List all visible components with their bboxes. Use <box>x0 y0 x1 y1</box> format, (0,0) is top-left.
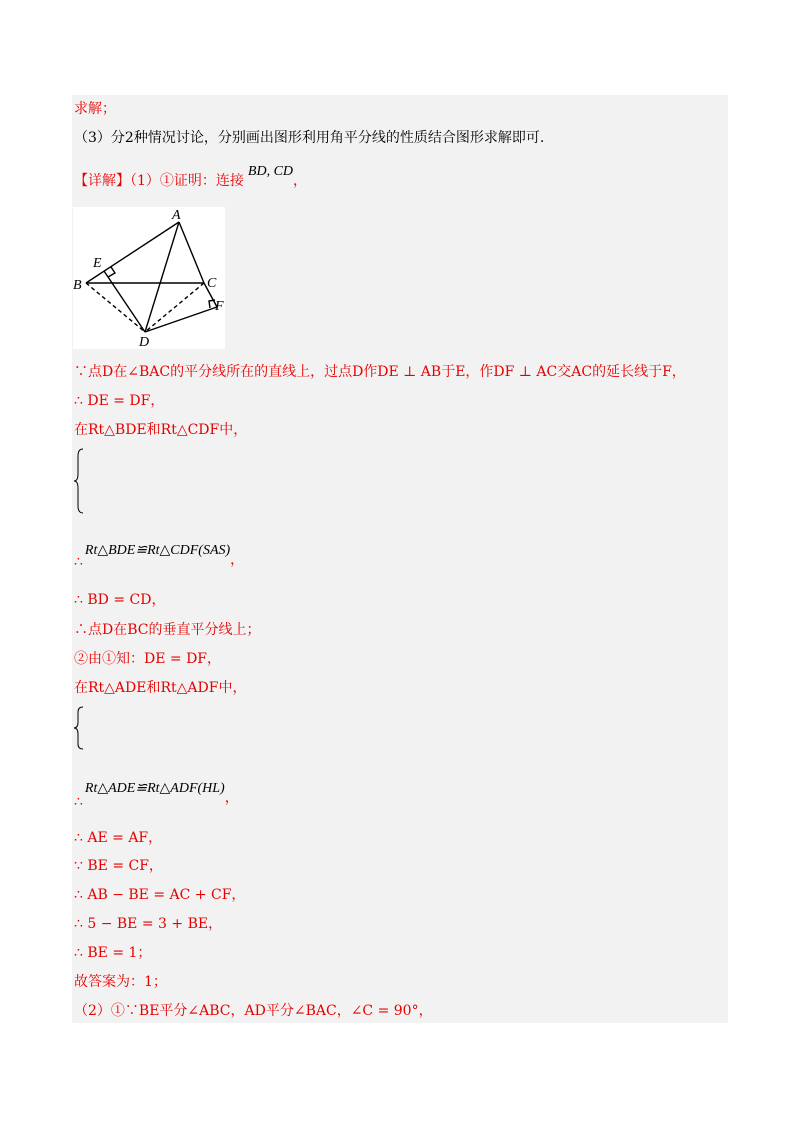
text-line-4: ∵点D在∠BAC的平分线所在的直线上，过点D作DE ⊥ AB于E，作DF ⊥ AC交AC的延长线于F， <box>74 364 686 380</box>
text-line-10: ②由①知：DE = DF， <box>74 651 222 667</box>
text-line-5: ∴ DE = DF， <box>74 393 165 409</box>
equation-system-1 <box>74 448 274 514</box>
text-line-11: 在Rt△ADE和Rt△ADF中， <box>74 680 247 696</box>
quadrilateral-diagram <box>73 207 225 349</box>
segment-bd-dashed <box>86 283 145 332</box>
left-brace-icon <box>74 448 84 514</box>
text-line-6: 在Rt△BDE和Rt△CDF中， <box>74 422 248 438</box>
label-b: B <box>73 278 82 293</box>
segment-ab <box>86 222 179 283</box>
label-e: E <box>93 256 102 271</box>
text-line-12: ∴Rt△ADE≌Rt△ADF(HL)， <box>74 781 239 810</box>
equation-system-2 <box>74 706 274 750</box>
text-line-16: ∴ 5 − BE = 3 + BE， <box>74 916 223 932</box>
text-line-9: ∴点D在BC的垂直平分线上； <box>74 622 261 638</box>
label-a: A <box>172 208 181 223</box>
label-d: D <box>139 335 150 349</box>
text-line-13: ∴ AE = AF， <box>74 830 163 846</box>
segment-ac <box>179 222 204 283</box>
segment-cd-dashed <box>145 283 204 332</box>
text-line-19: （2）①∵BE平分∠ABC，AD平分∠BAC，∠C = 90°， <box>74 1003 433 1019</box>
text-line-2: （3）分2种情况讨论，分别画出图形利用角平分线的性质结合图形求解即可. <box>74 130 545 146</box>
text-line-3: 【详解】（1）①证明：连接BD, CD， <box>74 164 308 189</box>
text-line-8: ∴ BD = CD， <box>74 592 166 608</box>
text-line-18: 故答案为：1； <box>74 974 167 990</box>
label-f: F <box>215 299 224 314</box>
segment-df <box>145 307 217 332</box>
segment-ad <box>145 222 179 332</box>
geometry-figure <box>73 207 225 349</box>
left-brace-icon <box>74 706 84 750</box>
text-line-1: 求解； <box>74 101 116 117</box>
label-c: C <box>207 276 217 291</box>
text-line-15: ∴ AB − BE = AC + CF， <box>74 887 246 903</box>
text-line-7: ∴Rt△BDE≌Rt△CDF(SAS)， <box>74 543 245 570</box>
segment-de <box>104 271 145 332</box>
text-line-17: ∴ BE = 1； <box>74 945 152 961</box>
text-line-14: ∵ BE = CF， <box>74 858 163 874</box>
